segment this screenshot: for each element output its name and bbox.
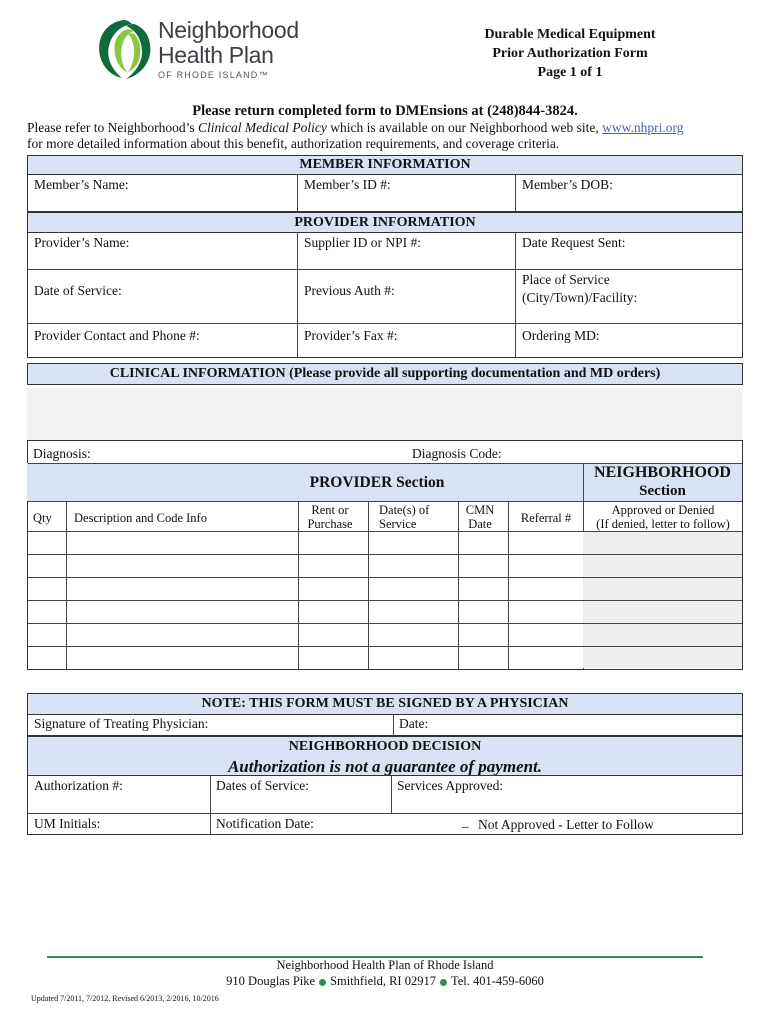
divider <box>28 269 742 270</box>
col-approved-1: Approved or Denied <box>611 503 715 517</box>
page-number: Page 1 of 1 <box>537 65 603 80</box>
logo <box>94 16 314 82</box>
form-title-line2: Prior Authorization Form <box>492 46 648 61</box>
form-title-line1: Durable Medical Equipment <box>484 27 656 42</box>
authorization-number-field[interactable]: Authorization #: <box>34 778 123 793</box>
place-of-service-field[interactable] <box>522 272 637 306</box>
bullet-icon <box>319 979 326 986</box>
not-approved-checkbox[interactable]: _ <box>462 814 469 829</box>
provider-contact-field[interactable]: Provider Contact and Phone #: <box>34 328 200 343</box>
member-info-header: MEMBER INFORMATION <box>27 155 743 175</box>
return-instructions: Please return completed form to DMEnsions at (248)844-3824. <box>192 103 578 119</box>
table-row[interactable] <box>28 600 742 601</box>
footer-phone: Tel. 401-459-6060 <box>450 974 544 988</box>
decision-header: NEIGHBORHOOD DECISION <box>288 739 482 754</box>
table-row[interactable] <box>28 531 742 532</box>
footer-address <box>0 974 770 989</box>
logo-text-line3: OF RHODE ISLAND™ <box>158 70 269 80</box>
member-dob-field[interactable]: Member’s DOB: <box>522 177 613 192</box>
notification-date-field[interactable]: Notification Date: <box>216 816 314 831</box>
previous-auth-field[interactable]: Previous Auth #: <box>304 283 395 298</box>
col-cmn-2: Date <box>468 517 492 531</box>
provider-info-header: PROVIDER INFORMATION <box>27 212 743 233</box>
payment-disclaimer: Authorization is not a guarantee of payment. <box>227 757 543 776</box>
col-cmn-date <box>458 503 502 531</box>
table-row[interactable] <box>28 646 742 647</box>
divider <box>297 175 298 211</box>
refer-line2: for more detailed information about this benefit, authorization requirements, and coverage criteria. <box>27 136 560 151</box>
footer-street: 910 Douglas Pike <box>226 974 316 988</box>
signature-date-field[interactable]: Date: <box>399 716 429 731</box>
neighborhood-section-title <box>583 464 742 500</box>
date-of-service-field[interactable]: Date of Service: <box>34 283 122 298</box>
diagnosis-code-field[interactable]: Diagnosis Code: <box>412 446 502 461</box>
divider <box>298 501 299 669</box>
divider <box>393 715 394 735</box>
col-approved-2: (If denied, letter to follow) <box>596 517 730 531</box>
clinical-info-header: CLINICAL INFORMATION (Please provide all supporting documentation and MD orders) <box>27 363 743 385</box>
neighborhood-section-title-1: NEIGHBORHOOD <box>594 464 731 481</box>
table-row[interactable] <box>28 577 742 578</box>
form-title <box>455 25 685 82</box>
pos-label-1: Place of Service <box>522 272 610 287</box>
member-name-field[interactable]: Member’s Name: <box>34 177 129 192</box>
revision-note: Updated 7/2011, 7/2012, Revised 6/2013, 2/2016, 10/2016 <box>31 994 219 1003</box>
table-row[interactable] <box>28 554 742 555</box>
divider <box>515 175 516 211</box>
divider <box>515 233 516 357</box>
col-description: Description and Code Info <box>74 511 207 525</box>
not-approved-label: Not Approved - Letter to Follow <box>478 817 654 832</box>
provider-name-field[interactable]: Provider’s Name: <box>34 235 130 250</box>
signature-note: NOTE: THIS FORM MUST BE SIGNED BY A PHYSICIAN <box>27 693 743 715</box>
refer-prefix: Please refer to Neighborhood’s <box>27 120 198 135</box>
services-approved-field[interactable]: Services Approved: <box>397 778 504 793</box>
pos-label-2: (City/Town)/Facility: <box>522 290 638 305</box>
col-dates-1: Date(s) of <box>379 503 430 517</box>
logo-text-line2: Health Plan <box>158 42 274 68</box>
divider <box>210 776 211 834</box>
refer-mid: which is available on our Neighborhood web site, <box>326 120 603 135</box>
clinical-policy-text: Clinical Medical Policy <box>197 120 327 135</box>
col-cmn-1: CMN <box>465 503 495 517</box>
table-row[interactable] <box>28 623 742 624</box>
logo-mark-icon <box>94 16 156 82</box>
date-request-sent-field[interactable]: Date Request Sent: <box>522 235 626 250</box>
diagnosis-field[interactable]: Diagnosis: <box>33 446 91 461</box>
clinical-notes-area[interactable] <box>27 388 743 440</box>
col-dates-2: Service <box>379 517 417 531</box>
divider <box>28 323 742 324</box>
divider <box>28 813 742 814</box>
supplier-id-field[interactable]: Supplier ID or NPI #: <box>304 235 421 250</box>
footer-city: Smithfield, RI 02917 <box>330 974 436 988</box>
col-rent-2: Purchase <box>307 517 353 531</box>
um-initials-field[interactable]: UM Initials: <box>34 816 101 831</box>
col-dates-of-service <box>379 503 429 531</box>
col-rent-purchase <box>299 503 361 531</box>
website-link[interactable]: www.nhpri.org <box>602 120 684 135</box>
col-referral: Referral # <box>520 511 572 525</box>
approved-dates-field[interactable]: Dates of Service: <box>216 778 309 793</box>
col-qty: Qty <box>33 511 52 525</box>
bullet-icon <box>440 979 447 986</box>
col-rent-1: Rent or <box>311 503 349 517</box>
provider-fax-field[interactable]: Provider’s Fax #: <box>304 328 398 343</box>
neighborhood-section-title-2: Section <box>639 483 686 499</box>
divider <box>508 501 509 669</box>
col-approved-denied <box>584 503 742 531</box>
divider <box>297 233 298 357</box>
physician-signature-field[interactable]: Signature of Treating Physician: <box>34 716 209 731</box>
divider <box>368 501 369 669</box>
logo-text-line1: Neighborhood <box>158 17 299 43</box>
divider <box>66 501 67 669</box>
member-id-field[interactable]: Member’s ID #: <box>304 177 391 192</box>
ordering-md-field[interactable]: Ordering MD: <box>522 328 600 343</box>
footer-org: Neighborhood Health Plan of Rhode Island <box>276 958 494 972</box>
divider <box>458 501 459 669</box>
policy-reference <box>27 120 684 152</box>
provider-section-title: PROVIDER Section <box>309 474 445 491</box>
divider <box>391 776 392 813</box>
